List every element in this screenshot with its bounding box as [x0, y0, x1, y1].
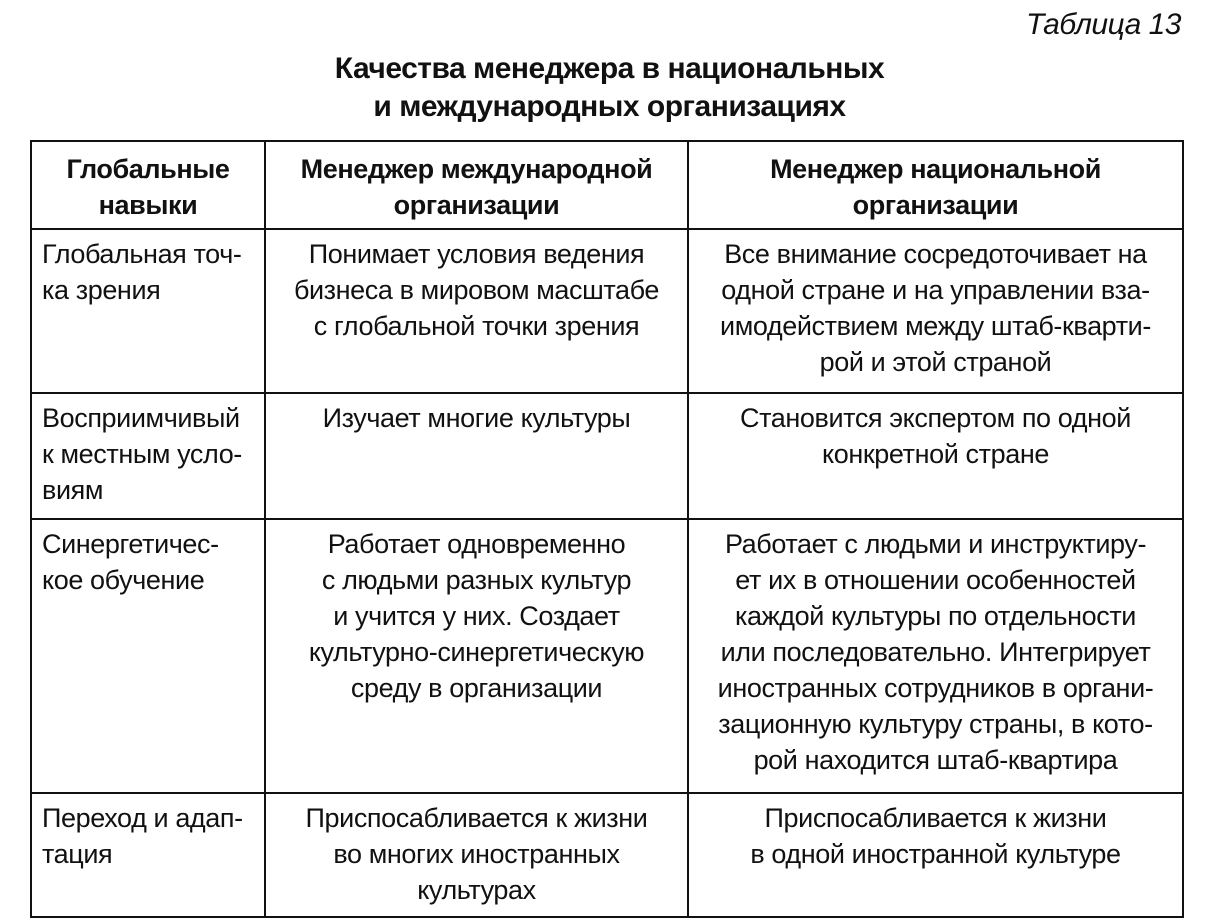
international-cell — [265, 519, 688, 793]
header-national-manager — [688, 141, 1183, 229]
cell-line: ет их в отношении особенностей — [735, 565, 1136, 595]
table-row — [31, 519, 1183, 793]
cell-line: Работает с людьми и инструктиру- — [724, 529, 1147, 559]
cell-line: культурах — [417, 875, 536, 905]
cell-line: среду в организации — [350, 673, 603, 703]
table-row — [31, 393, 1183, 519]
cell-line: с глобальной точки зрения — [313, 311, 640, 341]
cell-line: ка зрения — [42, 275, 161, 305]
cell-line: или последовательно. Интегрирует — [720, 637, 1151, 667]
document-title — [0, 50, 1219, 126]
cell-line: и учится у них. Создает — [333, 601, 620, 631]
table-number: Таблица 13 — [1025, 8, 1181, 41]
cell-line: с людьми разных культур — [321, 565, 632, 595]
cell-line: Восприимчивый — [42, 403, 240, 433]
international-cell — [265, 793, 688, 917]
international-cell — [265, 393, 688, 519]
table-row — [31, 229, 1183, 393]
cell-line: Глобальная точ- — [42, 239, 242, 269]
header-global-skills — [31, 141, 265, 229]
cell-line: рой находится штаб-квартира — [753, 745, 1118, 775]
cell-line: конкретной стране — [822, 439, 1049, 469]
cell-line: рой и этой страной — [819, 347, 1052, 377]
cell-line: Приспосабливается к жизни — [764, 803, 1107, 833]
cell-line: Понимает условия ведения — [308, 239, 645, 269]
national-cell — [688, 793, 1183, 917]
header-line: Менеджер национальной — [770, 154, 1101, 184]
cell-line: культурно-синергетическую — [308, 637, 645, 667]
cell-line: в одной иностранной культуре — [750, 839, 1121, 869]
cell-line: во многих иностранных — [333, 839, 620, 869]
cell-line: кое обучение — [42, 565, 205, 595]
national-cell — [688, 519, 1183, 793]
cell-line: Работает одновременно — [327, 529, 626, 559]
title-line-1: Качества менеджера в национальных — [334, 52, 885, 85]
national-cell — [688, 393, 1183, 519]
header-line: Менеджер международной — [300, 154, 653, 184]
header-international-manager — [265, 141, 688, 229]
cell-line: каждой культуры по отдельности — [735, 601, 1136, 631]
table-header-row — [31, 141, 1183, 229]
title-line-2: и международных организациях — [373, 90, 846, 123]
national-cell — [688, 229, 1183, 393]
skill-cell — [31, 793, 265, 917]
table-row — [31, 793, 1183, 917]
cell-line: имодействием между штаб-кварти- — [720, 311, 1151, 341]
cell-line: иностранных сотрудников в органи- — [717, 673, 1154, 703]
cell-line: виям — [42, 475, 104, 505]
skill-cell — [31, 519, 265, 793]
cell-line: зационную культуру страны, в кото- — [718, 709, 1153, 739]
cell-line: бизнеса в мировом масштабе — [293, 275, 660, 305]
qualities-table — [30, 140, 1184, 918]
cell-line: Становится экспертом по одной — [740, 403, 1131, 433]
cell-line: одной стране и на управлении вза- — [721, 275, 1150, 305]
cell-line: Приспосабливается к жизни — [305, 803, 648, 833]
header-line: навыки — [98, 190, 198, 220]
cell-line: Изучает многие культуры — [322, 403, 631, 433]
header-line: организации — [393, 190, 560, 220]
skill-cell — [31, 393, 265, 519]
cell-line: к местным усло- — [42, 439, 242, 469]
cell-line: Переход и адап- — [42, 803, 243, 833]
cell-line: Все внимание сосредоточивает на — [724, 239, 1147, 269]
header-line: Глобальные — [66, 154, 230, 184]
skill-cell — [31, 229, 265, 393]
international-cell — [265, 229, 688, 393]
cell-line: Синергетичес- — [42, 529, 219, 559]
cell-line: тация — [42, 839, 113, 869]
header-line: организации — [852, 190, 1019, 220]
